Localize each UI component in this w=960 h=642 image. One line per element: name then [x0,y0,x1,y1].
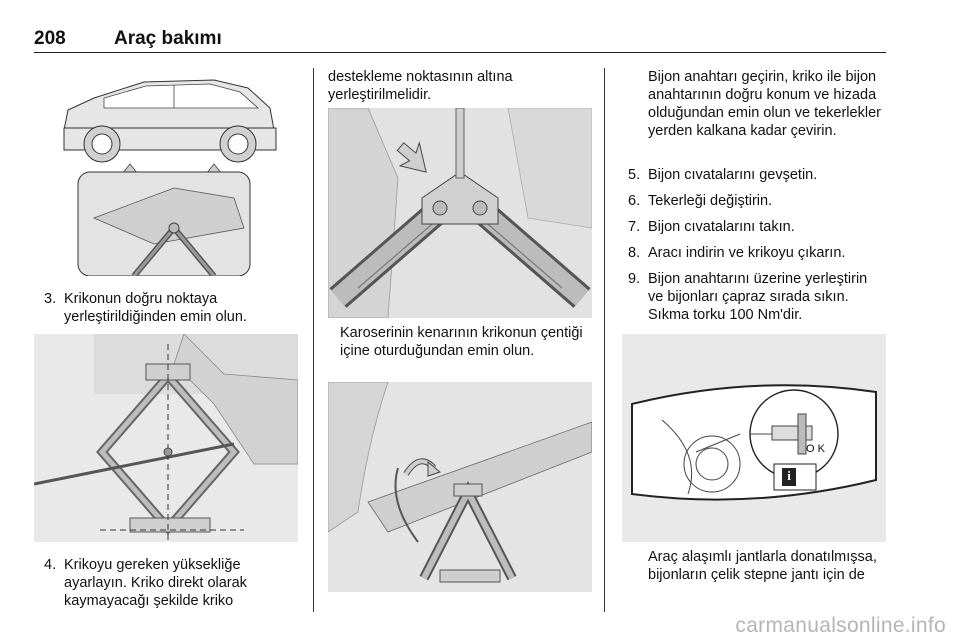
step-number: 3. [44,291,57,307]
car-jack-points-illustration [34,68,298,276]
step-number: 5. [628,167,641,183]
step-text: Bijon anahtarını üzerine yerleştirin ve bijonları çapraz sırada sıkın. Sıkma torku 100 Nm'dir. [648,271,868,323]
column-divider-2 [604,68,605,612]
figure-wheel-torque [622,334,886,542]
step-text: Bijon cıvatalarını gevşetin. [648,167,818,183]
step-number: 4. [44,557,57,573]
col2-caption: Karoserinin kenarının krikonun çentiği içine oturduğundan emin olun. [340,325,583,359]
col3-note: Araç alaşımlı jantlarla donatılmışsa, bijonların çelik stepne jantı için de [648,549,877,583]
step-number: 7. [628,219,641,235]
page-number: 208 [34,28,66,49]
step-text: Krikonun doğru noktaya yerleştirildiğinden emin olun. [64,291,247,325]
ok-label: O K [806,443,825,455]
figure-jack-points [34,68,298,276]
step-number: 6. [628,193,641,209]
step-number: 9. [628,271,641,287]
info-icon: i [787,468,791,483]
column-divider-1 [313,68,314,612]
step-text: Aracı indirin ve krikoyu çıkarın. [648,245,846,261]
jack-head-closeup-illustration [328,108,592,318]
watermark: carmanualsonline.info [735,614,946,637]
page-header [34,28,886,53]
step-number: 8. [628,245,641,261]
scissor-jack-illustration [34,334,298,542]
figure-jack-under-sill [328,382,592,592]
step-text: Bijon cıvatalarını takın. [648,219,795,235]
step-text: Tekerleği değiştirin. [648,193,773,209]
wheel-bolt-illustration [622,334,886,542]
col2-intro-text: destekleme noktasının altına yerleştirilmelidir. [328,69,513,103]
col3-intro-text: Bijon anahtarı geçirin, kriko ile bijon anahtarının doğru konum ve hizada olduğundan emin olun ve tekerlekler yerden kalkana kadar çevirin. [648,69,881,139]
figure-jack-head [328,108,592,318]
figure-jack-positioned [34,334,298,542]
jack-under-sill-illustration [328,382,592,592]
page-title: Araç bakımı [114,28,222,49]
step-text: Krikoyu gereken yüksekliğe ayarlayın. Kriko direkt olarak kaymayacağı şekilde kriko [64,557,247,609]
